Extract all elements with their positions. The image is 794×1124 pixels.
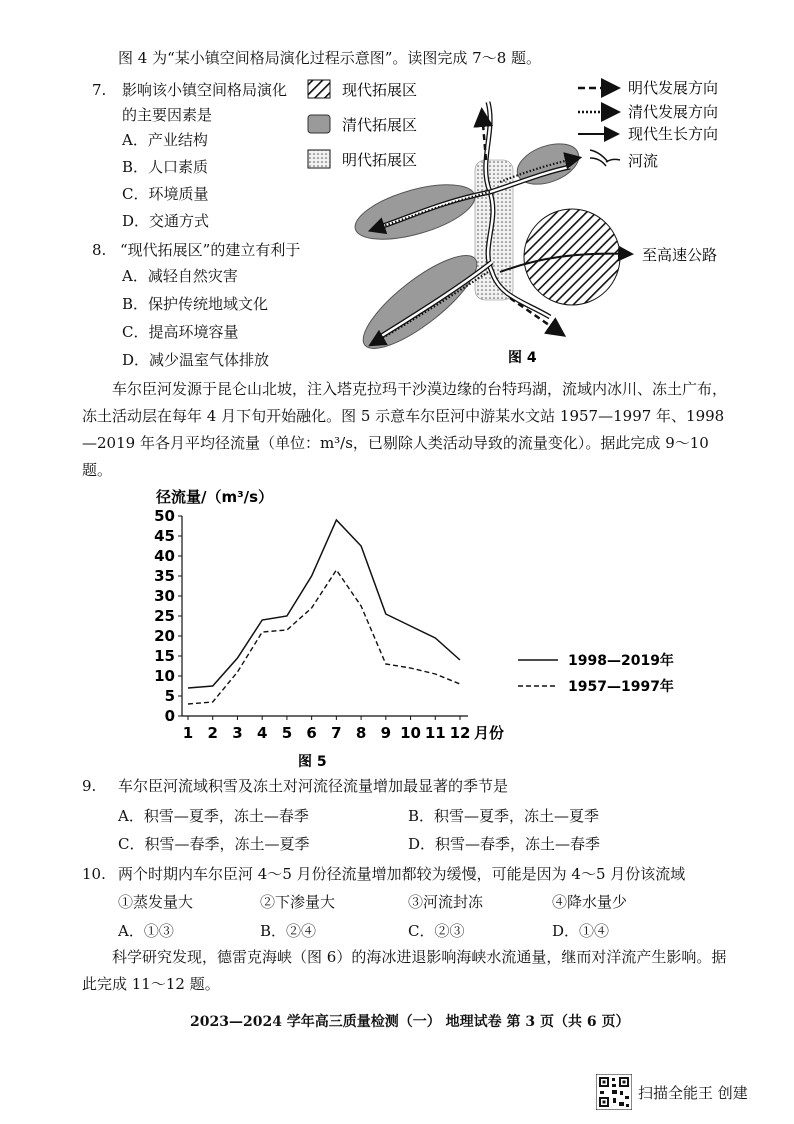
fig5-caption: 图 5 xyxy=(298,754,327,770)
x-tick-label: 4 xyxy=(256,724,268,742)
chart-y-axis-label: 径流量/（m³/s） xyxy=(156,488,274,506)
q8-option-b: B．保护传统地域文化 xyxy=(122,295,269,313)
q8-option-d: D．减少温室气体排放 xyxy=(122,351,270,369)
legend-ming-label: 明代拓展区 xyxy=(342,151,418,169)
q7-option-a: A．产业结构 xyxy=(122,131,208,149)
q8-option-a: A．减轻自然灾害 xyxy=(122,267,238,285)
x-tick-label: 7 xyxy=(331,724,342,742)
x-tick-label: 2 xyxy=(207,724,218,742)
y-tick-label: 30 xyxy=(154,587,175,605)
x-tick-label: 3 xyxy=(232,724,243,742)
q8-stem: “现代拓展区”的建立有利于 xyxy=(120,241,301,259)
highway-label: 至高速公路 xyxy=(642,246,718,264)
legend-1998-2019-label: 1998—2019年 xyxy=(568,653,674,669)
legend-modern-swatch xyxy=(308,80,330,98)
q9-option-b: B．积雪—夏季，冻土—夏季 xyxy=(408,807,600,825)
legend-qing-direction-label: 清代发展方向 xyxy=(628,103,719,121)
q8-number: 8. xyxy=(92,241,107,259)
y-tick-label: 40 xyxy=(154,547,175,565)
q7-option-b: B．人口素质 xyxy=(122,158,209,176)
q10-option-c: C．②③ xyxy=(408,922,465,940)
modern-extension-area xyxy=(524,209,620,305)
q9-option-d: D．积雪—春季，冻土—春季 xyxy=(408,835,601,853)
q7-stem-2: 的主要因素是 xyxy=(122,106,213,124)
q10-item-1: ①蒸发量大 xyxy=(118,893,194,911)
q9-number: 9. xyxy=(82,777,97,795)
y-tick-label: 10 xyxy=(154,667,175,685)
q9-option-c: C．积雪—春季，冻土—夏季 xyxy=(118,835,310,853)
series-1998-2019-line xyxy=(188,520,460,688)
q10-item-4: ④降水量少 xyxy=(552,893,628,911)
legend-ming-swatch xyxy=(308,150,330,168)
legend-ming-direction-label: 明代发展方向 xyxy=(628,79,719,97)
scanner-watermark: 扫描全能王 创建 xyxy=(638,1084,748,1102)
q7-number: 7. xyxy=(92,81,107,99)
y-tick-label: 35 xyxy=(154,567,175,585)
x-tick-label: 6 xyxy=(306,724,317,742)
q10-number: 10. xyxy=(82,865,106,883)
y-tick-label: 15 xyxy=(154,647,175,665)
series-1957-1997-line xyxy=(188,570,460,704)
page-footer: 2023—2024 学年高三质量检测（一） 地理试卷 第 3 页（共 6 页） xyxy=(190,1014,630,1030)
q10-item-3: ③河流封冻 xyxy=(408,893,484,911)
q10-option-d: D．①④ xyxy=(552,922,610,940)
legend-1957-1997-label: 1957—1997年 xyxy=(568,679,674,695)
x-tick-label: 11 xyxy=(424,724,446,742)
q9-stem: 车尔臣河流域积雪及冻土对河流径流量增加最显著的季节是 xyxy=(118,777,509,795)
ming-direction-south xyxy=(510,298,562,334)
legend-qing-label: 清代拓展区 xyxy=(342,116,418,134)
q7-option-c: C．环境质量 xyxy=(122,185,209,203)
q10-option-b: B．②④ xyxy=(260,922,317,940)
qr-code-icon xyxy=(596,1074,632,1110)
fig4-map xyxy=(300,72,740,372)
fig4-intro: 图 4 为“某小镇空间格局演化过程示意图”。读图完成 7～8 题。 xyxy=(118,49,542,67)
legend-river-label: 河流 xyxy=(628,152,659,170)
y-tick-label: 50 xyxy=(154,507,175,525)
y-tick-label: 20 xyxy=(154,627,175,645)
q10-item-2: ②下渗量大 xyxy=(260,893,336,911)
fig5-intro: 车尔臣河发源于昆仑山北坡，注入塔克拉玛干沙漠边缘的台特玛湖，流域内冰川、冻土广布，冻土活动层在每年 4 月下旬开始融化。图 5 示意车尔臣河中游某水文站 1957—1997 年、1998—2019 年各月平均径流量（单位：m³/s，已剔除人类活动导致的流量变化）。据此完成 9～10 题。 xyxy=(82,380,728,479)
x-tick-label: 12 xyxy=(449,724,471,742)
y-tick-label: 45 xyxy=(154,527,175,545)
y-tick-label: 0 xyxy=(164,707,175,725)
q7-option-d: D．交通方式 xyxy=(122,212,210,230)
y-tick-label: 25 xyxy=(154,607,175,625)
legend-qing-swatch xyxy=(308,115,330,133)
q9-option-a: A．积雪—夏季，冻土—春季 xyxy=(118,807,309,825)
qing-area-southwest xyxy=(351,242,488,363)
fig5-chart xyxy=(140,484,700,774)
legend-modern-direction-label: 现代生长方向 xyxy=(628,125,719,143)
x-tick-label: 5 xyxy=(281,724,293,742)
fig6-intro: 科学研究发现，德雷克海峡（图 6）的海冰进退影响海峡水流通量，继而对洋流产生影响。据此完成 11～12 题。 xyxy=(82,948,727,993)
legend-river-icon xyxy=(590,150,620,166)
q10-option-a: A．①③ xyxy=(118,922,174,940)
x-tick-label: 9 xyxy=(380,724,392,742)
chart-x-axis-label: 月份 xyxy=(474,724,505,742)
x-tick-label: 1 xyxy=(182,724,194,742)
q7-stem-1: 影响该小镇空间格局演化 xyxy=(122,81,288,99)
legend-modern-label: 现代拓展区 xyxy=(342,81,418,99)
q10-stem: 两个时期内车尔臣河 4～5 月份径流量增加都较为缓慢，可能是因为 4～5 月份该流域 xyxy=(118,865,686,883)
fig4-caption: 图 4 xyxy=(508,350,537,366)
x-tick-label: 10 xyxy=(400,724,421,742)
q8-option-c: C．提高环境容量 xyxy=(122,323,239,341)
y-tick-label: 5 xyxy=(164,687,175,705)
x-tick-label: 8 xyxy=(355,724,367,742)
